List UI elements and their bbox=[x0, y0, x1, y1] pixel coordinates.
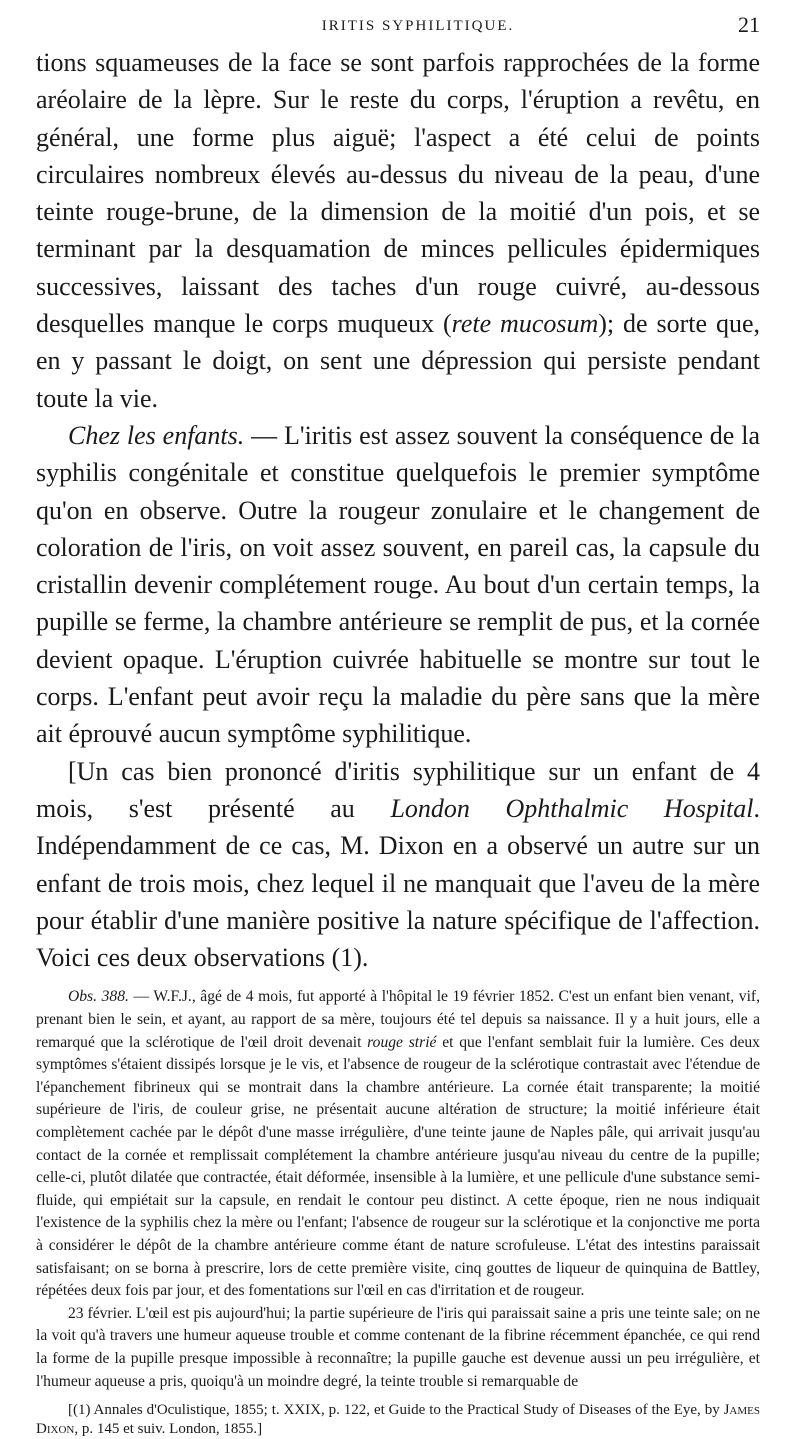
running-header bbox=[36, 10, 760, 44]
page-number: 21 bbox=[738, 12, 760, 37]
observation-block bbox=[36, 986, 760, 1393]
paragraph-children: Chez les enfants. — L'iritis est assez souvent la conséquence de la syphilis congénitale et constitue quelquefois le premier symptôme qu'on en observe. Outre la rougeur zonulaire et le changement de coloration de l'iris, on voit assez souvent, en pareil cas, la capsule du cristallin devenir complétement rouge. Au bout d'un certain temps, la pupille se ferme, la chambre antérieure se remplit de pus, et la cornée devient opaque. L'éruption cuivrée habituelle se montre sur tout le corps. L'enfant peut avoir reçu la maladie du père sans que la mère ait éprouvé aucun symptôme syphilitique. bbox=[36, 420, 760, 749]
latin-term: rete mucosum bbox=[451, 309, 599, 339]
hospital-name: London Ophthalmic Hospital bbox=[390, 793, 754, 823]
section-lead: Chez les enfants. bbox=[68, 420, 245, 450]
running-title: IRITIS SYPHILITIQUE. bbox=[321, 18, 515, 34]
footnote-author: James Dixon bbox=[36, 1402, 760, 1438]
paragraph-eruption: tions squameuses de la face se sont parfois rapprochées de la forme aréolaire de la lèpre. Sur le reste du corps, l'éruption a revêtu, en général, une forme plus aiguë; l'aspect a été celui de points circulaires nombreux élevés au-dessus du niveau de la peau, d'une teinte rouge-brune, de la dimension de la moitié d'un pois, et se terminant par la desquamation de minces pellicules épidermiques successives, laissant des taches d'un rouge cuivré, au-dessous desquelles manque le corps muqueux (rete mucosum); de sorte que, en y passant le doigt, on sent une dépression qui persiste pendant toute la vie. bbox=[36, 48, 761, 413]
observation-paragraph-2: 23 février. L'œil est pis aujourd'hui; la partie supérieure de l'iris qui paraissait saine a pris une teinte sale; on ne la voit qu'à travers une humeur aqueuse trouble et comme contenant de la fibrine récemment épanchée, ce qui rend la forme de la pupille presque impossible à reconnaître; la pupille gauche est devenue aussi un peu irrégulière, et l'humeur aqueuse a pris, quoiqu'à un moindre degré, la teinte trouble si remarquable de bbox=[36, 1304, 760, 1390]
observation-term: rouge strié bbox=[367, 1033, 437, 1051]
observation-paragraph: Obs. 388. — W.F.J., âgé de 4 mois, fut apporté à l'hôpital le 19 février 1852. C'est un enfant bien venant, vif, prenant bien le sein, et ayant, au rapport de sa mère, toujours été tel depuis sa naissance. Il y a huit jours, elle a remarqué que la sclérotique de l'œil droit devenait rouge strié et que l'enfant semblait fuir la lumière. Ces deux symptômes s'étaient dissipés lorsque je le vis, et l'absence de rougeur de la sclérotique contrastait avec l'étendue de l'épanchement fibrineux qui se montrait dans la chambre antérieure. La cornée était transparente; la moitié supérieure de l'iris, de couleur grise, ne présentait aucune altération de structure; la moitié inférieure était complètement cachée par le dépôt d'une masse irrégulière, d'une teinte jaune de Naples pâle, qui arrivait jusqu'au contact de la cornée et remplissait complétement la chambre antérieure jusqu'au niveau du centre de la pupille; celle-ci, plutôt dilatée que contractée, était déformée, insensible à la lumière, et une pellicule d'une substance semi-fluide, qui empiétait sur la capsule, en rendait le contour peu distinct. A cette époque, rien ne nous indiquait l'existence de la syphilis chez la mère ou l'enfant; l'absence de rougeur sur la sclérotique et la conjonctive me porta à considérer le dépôt de la chambre antérieure comme étant de nature scrofuleuse. L'état des intestins paraissait satisfaisant; on se borna à prescrire, lors de cette première visite, cinq gouttes de liqueur de quinquina de Battley, répétées deux fois par jour, et des fomentations sur l'œil en cas d'irritation et de rougeur. bbox=[36, 988, 760, 1300]
main-text bbox=[36, 44, 760, 976]
footnote: [(1) Annales d'Oculistique, 1855; t. XXIX, p. 122, et Guide to the Practical Study of Diseases of the Eye, by James Dixon, p. 145 et suiv. London, 1855.] bbox=[36, 1402, 760, 1438]
observation-label: Obs. 388. bbox=[68, 988, 129, 1006]
paragraph-case: [Un cas bien prononcé d'iritis syphilitique sur un enfant de 4 mois, s'est présenté au London Ophthalmic Hospital. Indépendamment de ce cas, M. Dixon en a observé un autre sur un enfant de trois mois, chez lequel il ne manquait que l'aveu de la mère pour établir d'une manière positive la nature spécifique de l'affection. Voici ces deux observations (1). bbox=[36, 756, 760, 973]
